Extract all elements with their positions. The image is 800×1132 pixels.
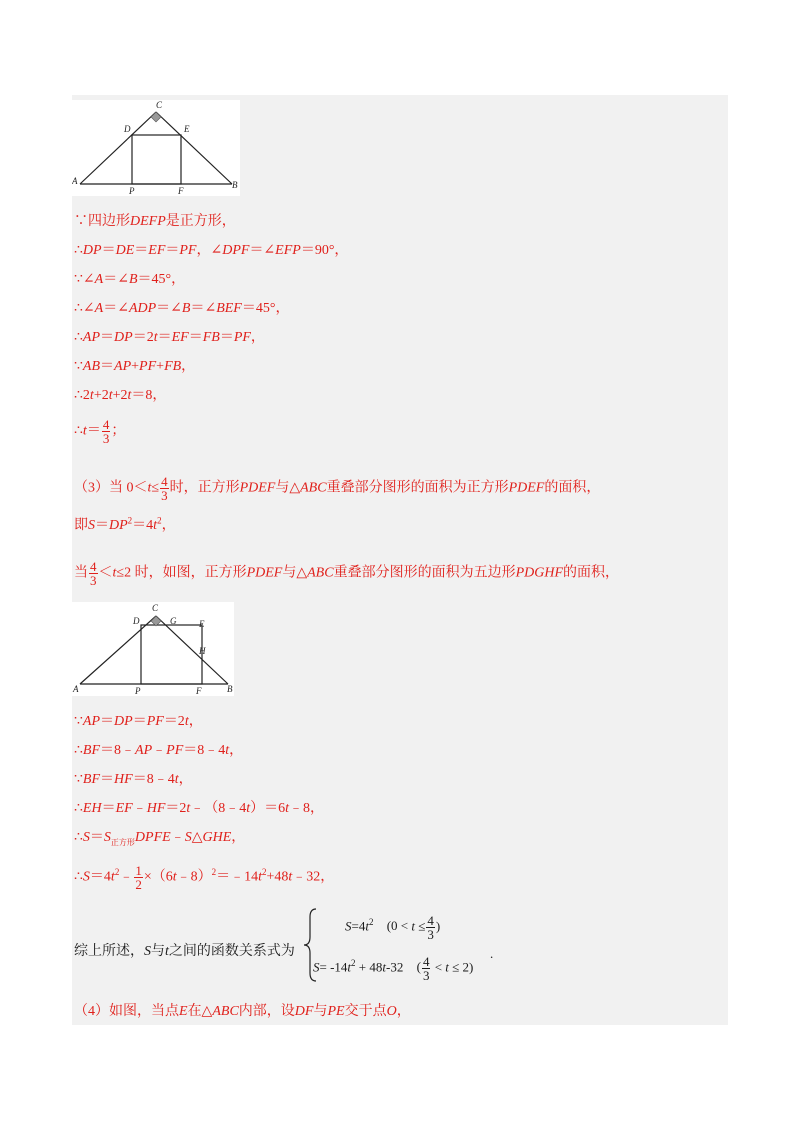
label-B: B — [227, 684, 233, 694]
label-P: P — [129, 186, 135, 196]
label-B: B — [232, 180, 238, 190]
line-eh: ∴EH＝EF﹣HF＝2t﹣（8﹣4t）＝6t﹣8， — [74, 801, 325, 816]
fraction-4-3: $\frac{4}{3}$ — [161, 474, 168, 503]
label-D: D — [133, 616, 140, 626]
label-C: C — [156, 100, 163, 110]
label-E: E — [199, 619, 205, 629]
line-equal-sides: ∴DP＝DE＝EF＝PF，∠DPF＝∠EFP＝90°， — [74, 243, 349, 258]
line-s-case2: $\therefore S=4t^2﹣$ $\frac{1}{2}$ $\times(6t﹣8)^2=﹣14t^2+48t﹣32$， — [74, 863, 335, 892]
label-P: P — [135, 686, 141, 696]
line-bf: ∴BF＝8﹣AP﹣PF＝8﹣4t， — [74, 743, 244, 758]
fraction-4-3: $\frac{4}{3}$ — [90, 559, 97, 588]
fraction-4-3: $\frac{4}{3}$ — [427, 913, 434, 942]
label-A: A — [72, 176, 78, 186]
label-F: F — [178, 186, 184, 196]
fraction-4-3: $\frac{4}{3}$ — [422, 954, 430, 983]
line-s-case1: 即$S=DP^2=4t^2$， — [74, 515, 176, 533]
label-D: D — [124, 124, 131, 134]
piecewise-period: . — [490, 946, 494, 961]
label-F: F — [196, 686, 202, 696]
line-bf-hf: ∵BF＝HF＝8﹣4t， — [74, 772, 193, 787]
line-t-value: ∴t＝ $\frac{4}{3}$ ； — [74, 417, 126, 446]
line-equation-t: ∴2t+2t+2t＝8， — [74, 388, 167, 403]
fraction-4-3: $\frac{4}{3}$ — [102, 417, 110, 446]
line-part3-case1: （3）当 0＜t≤ $\frac{4}{3}$ 时，正方形PDEF与△ABC重叠部分图形的面积为正方形PDEF的面积， — [74, 474, 601, 503]
line-ap-pf: ∵AP＝DP＝PF＝2t， — [74, 714, 203, 729]
line-conclusion-intro: 综上所述，S与t之间的函数关系式为 — [74, 944, 295, 959]
piecewise-case-1: $S=4t^2$ (0 < t ≤ $\frac{4}{3}$ ) — [345, 913, 441, 942]
label-H: H — [199, 646, 206, 656]
label-C: C — [152, 603, 159, 613]
line-square-given: ∵四边形DEFP是正方形， — [74, 214, 236, 229]
figure-1-diagram — [72, 100, 240, 196]
piecewise-case-2: $S= -14t^2 + 48t-32$ ( $\frac{4}{3}$ < t ≤ 2) — [313, 954, 474, 983]
line-angles-45: ∴∠A＝∠ADP＝∠B＝∠BEF＝45°， — [74, 301, 290, 316]
line-s-difference: $\therefore S=S_{正方形}DPFE﹣S\triangle GHE$， — [74, 830, 246, 847]
fraction-1-2: $\frac{1}{2}$ — [135, 863, 142, 892]
triangle-square-figure-2 — [72, 602, 234, 696]
line-part3-case2: 当 $\frac{4}{3}$ ＜t≤2 时，如图，正方形PDEF与△ABC重叠部分图形的面积为五边形PDGHF的面积， — [74, 559, 620, 588]
line-ab-sum: ∵AB＝AP+PF+FB， — [74, 359, 196, 374]
line-angle-a-b: ∵∠A＝∠B＝45°， — [74, 272, 186, 287]
triangle-square-figure-1 — [72, 100, 240, 196]
line-ap-dp: ∴AP＝DP＝2t＝EF＝FB＝PF， — [74, 330, 265, 345]
line-part4: （4）如图，当点E在△ABC内部，设DF与PE交于点O， — [74, 1004, 411, 1019]
figure-2-diagram — [72, 602, 234, 696]
label-G: G — [170, 616, 177, 626]
label-A: A — [73, 684, 79, 694]
label-E: E — [184, 124, 190, 134]
